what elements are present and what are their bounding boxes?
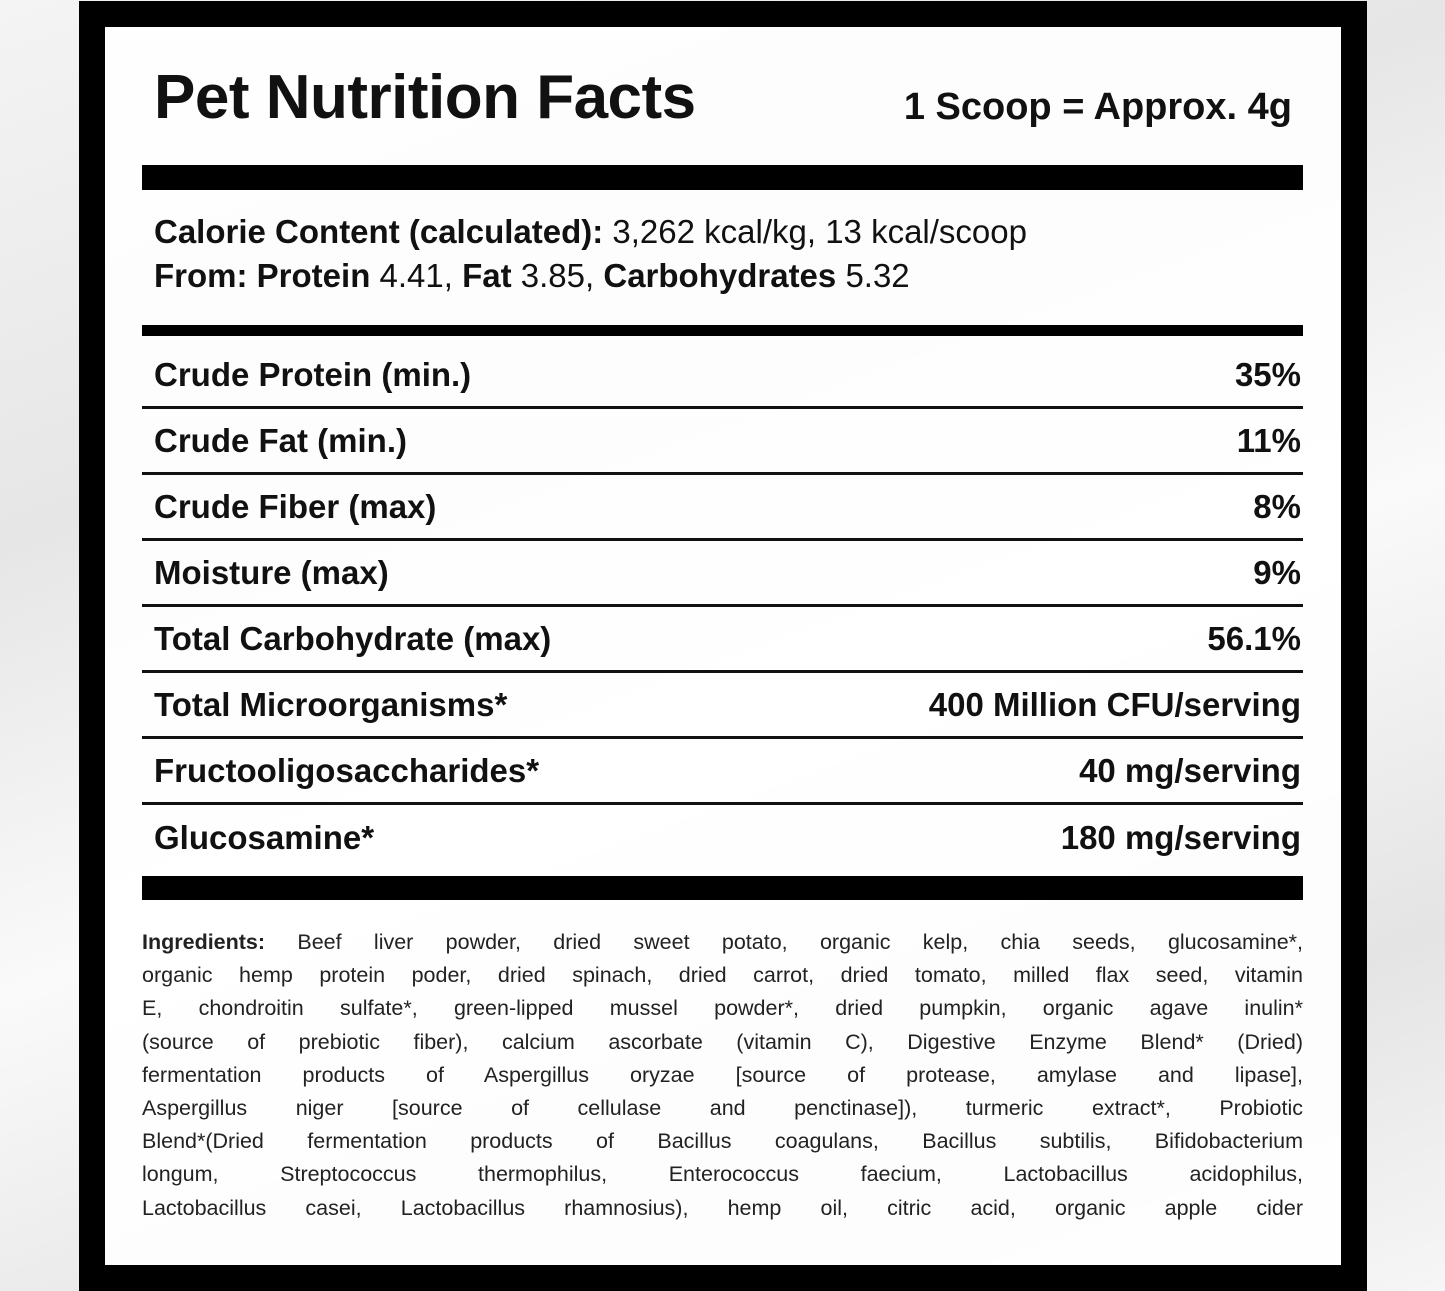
ingredients-line: E, chondroitin sulfate*, green-lipped mussel powder*, dried pumpkin, organic agave inulin* bbox=[142, 996, 1303, 1021]
from-label: From: bbox=[154, 257, 248, 294]
table-row bbox=[142, 475, 1303, 541]
row-label: Moisture (max) bbox=[154, 553, 389, 591]
calorie-sources bbox=[154, 257, 910, 295]
row-label: Fructooligosaccharides* bbox=[154, 751, 540, 789]
row-value: 400 Million CFU/serving bbox=[928, 685, 1301, 723]
fat-label: Fat bbox=[462, 257, 512, 294]
row-label: Crude Protein (min.) bbox=[154, 355, 472, 393]
divider-thick bbox=[142, 876, 1303, 900]
row-value: 8% bbox=[1253, 487, 1301, 525]
table-row bbox=[142, 805, 1303, 871]
ingredients-line: fermentation products of Aspergillus oryzae [source of protease, amylase and lipase], bbox=[142, 1062, 1303, 1087]
page-title: Pet Nutrition Facts bbox=[154, 63, 696, 132]
row-label: Total Microorganisms* bbox=[154, 685, 508, 723]
carb-label: Carbohydrates bbox=[603, 257, 837, 294]
calorie-label: Calorie Content (calculated): bbox=[154, 213, 604, 250]
serving-size: 1 Scoop = Approx. 4g bbox=[903, 86, 1292, 128]
ingredients-line: longum, Streptococcus thermophilus, Enterococcus faecium, Lactobacillus acidophilus, bbox=[142, 1162, 1303, 1187]
ingredients-line: Blend*(Dried fermentation products of Bacillus coagulans, Bacillus subtilis, Bifidobacterium bbox=[142, 1129, 1303, 1154]
table-row bbox=[142, 343, 1303, 409]
row-value: 11% bbox=[1236, 421, 1301, 459]
calorie-content bbox=[154, 213, 1027, 251]
row-value: 35% bbox=[1234, 355, 1301, 393]
row-value: 180 mg/serving bbox=[1060, 819, 1301, 856]
table-row bbox=[142, 409, 1303, 475]
protein-value: 4.41, bbox=[379, 257, 453, 294]
ingredients-line: organic hemp protein poder, dried spinach, dried carrot, dried tomato, milled flax seed, vitamin bbox=[142, 963, 1303, 988]
row-label: Total Carbohydrate (max) bbox=[154, 619, 552, 657]
row-label: Crude Fat (min.) bbox=[154, 421, 407, 459]
ingredients-line: (source of prebiotic fiber), calcium ascorbate (vitamin C), Digestive Enzyme Blend* (Dried) bbox=[142, 1029, 1303, 1054]
table-row bbox=[142, 673, 1303, 739]
ingredients-line: Aspergillus niger [source of cellulase and penctinase]), turmeric extract*, Probiotic bbox=[142, 1095, 1303, 1120]
divider-medium bbox=[142, 325, 1303, 336]
row-label: Glucosamine* bbox=[154, 819, 375, 856]
divider-thick bbox=[142, 165, 1303, 190]
ingredients-line: Lactobacillus casei, Lactobacillus rhamnosius), hemp oil, citric acid, organic apple cider bbox=[142, 1195, 1303, 1220]
table-row bbox=[142, 607, 1303, 673]
table-row bbox=[142, 541, 1303, 607]
ingredients-label: Ingredients: bbox=[142, 930, 266, 954]
row-value: 56.1% bbox=[1207, 619, 1301, 657]
row-value: 40 mg/serving bbox=[1079, 751, 1301, 789]
carb-value: 5.32 bbox=[845, 257, 910, 294]
row-value: 9% bbox=[1253, 553, 1301, 591]
ingredients-list bbox=[142, 926, 1303, 1226]
row-label: Crude Fiber (max) bbox=[154, 487, 437, 525]
fat-value: 3.85, bbox=[520, 257, 595, 294]
protein-label: Protein bbox=[256, 257, 371, 294]
calorie-value: 3,262 kcal/kg, 13 kcal/scoop bbox=[612, 213, 1027, 250]
table-row bbox=[142, 739, 1303, 805]
ingredients-line: Beef liver powder, dried sweet potato, organic kelp, chia seeds, glucosamine*, bbox=[297, 930, 1303, 954]
